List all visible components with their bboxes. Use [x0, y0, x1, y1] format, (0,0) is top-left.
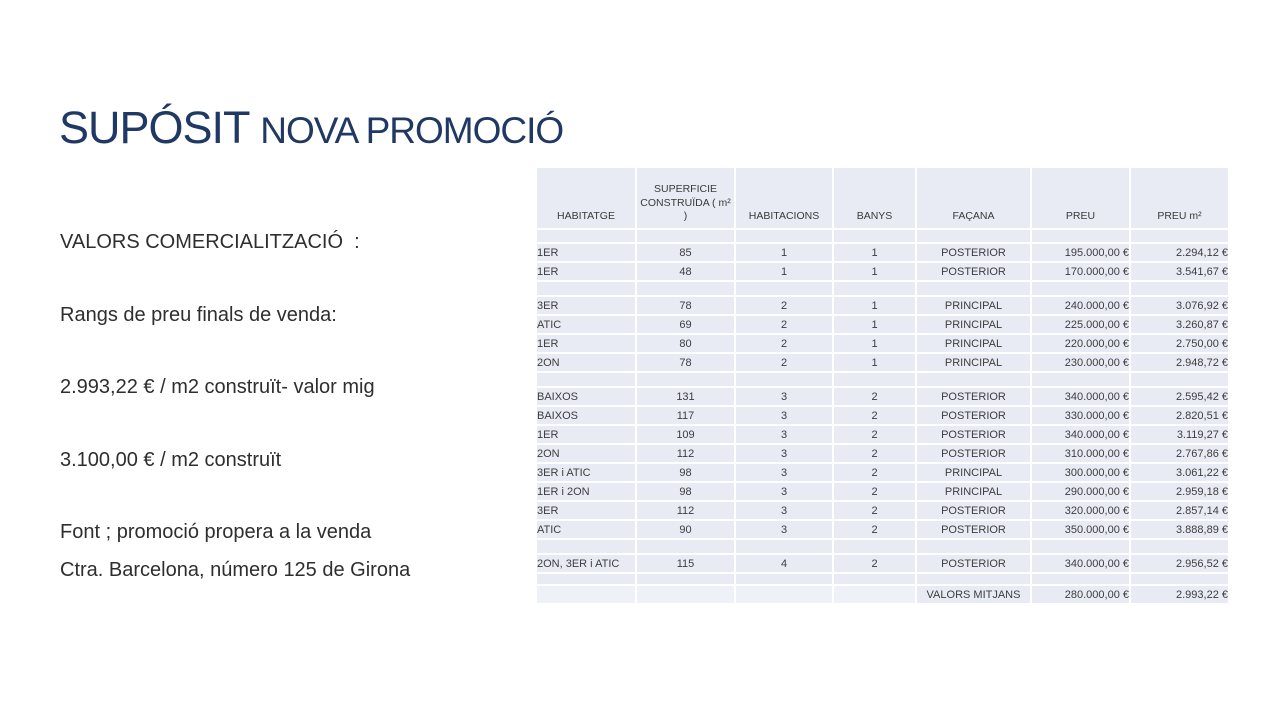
- table-row: [537, 297, 1228, 314]
- table-cell: 2: [736, 354, 832, 371]
- table-cell: 2.956,52 €: [1131, 555, 1228, 572]
- table-cell: 220.000,00 €: [1032, 335, 1129, 352]
- table-cell: 2.959,18 €: [1131, 483, 1228, 500]
- table-cell: 340.000,00 €: [1032, 426, 1129, 443]
- table-cell: 290.000,00 €: [1032, 483, 1129, 500]
- spacer-row: [537, 373, 1228, 386]
- table-cell: 2: [736, 297, 832, 314]
- column-header: SUPERFICIE CONSTRUÏDA ( m² ): [637, 168, 734, 228]
- body-line-valor-construit: 3.100,00 € / m2 construït: [60, 449, 282, 471]
- table-cell: [736, 574, 832, 584]
- table-cell: 90: [637, 521, 734, 538]
- table-cell: 2.820,51 €: [1131, 407, 1228, 424]
- table-cell: 3ER i ATIC: [537, 464, 635, 481]
- table-cell: 170.000,00 €: [1032, 263, 1129, 280]
- table-cell: 3: [736, 407, 832, 424]
- table-cell: 2: [834, 521, 915, 538]
- table-cell: 340.000,00 €: [1032, 388, 1129, 405]
- table-cell: PRINCIPAL: [917, 354, 1030, 371]
- table-row: [537, 464, 1228, 481]
- table-cell: 3ER: [537, 297, 635, 314]
- table-cell: [736, 540, 832, 553]
- table-cell: 78: [637, 354, 734, 371]
- table-cell: PRINCIPAL: [917, 483, 1030, 500]
- table-cell: POSTERIOR: [917, 555, 1030, 572]
- table-cell: 3.061,22 €: [1131, 464, 1228, 481]
- table-cell: 131: [637, 388, 734, 405]
- table-cell: [1032, 230, 1129, 242]
- table-cell: 2: [834, 388, 915, 405]
- table-cell: 3: [736, 502, 832, 519]
- body-line-valors-comercialitzacio: VALORS COMERCIALITZACIÓ :: [60, 231, 360, 253]
- table-cell: [917, 574, 1030, 584]
- table-cell: 2: [736, 335, 832, 352]
- table-cell: [637, 282, 734, 295]
- table-cell: 3: [736, 388, 832, 405]
- table-cell: 350.000,00 €: [1032, 521, 1129, 538]
- table-cell: 2ON: [537, 354, 635, 371]
- table-cell: [917, 540, 1030, 553]
- body-line-font: Font ; promoció propera a la venda: [60, 521, 372, 543]
- table-cell: 85: [637, 244, 734, 261]
- table-cell: 280.000,00 €: [1032, 586, 1129, 603]
- table-cell: 3: [736, 445, 832, 462]
- table-cell: 2: [736, 316, 832, 333]
- table-cell: [1032, 540, 1129, 553]
- table-cell: [1131, 540, 1228, 553]
- table-cell: 1ER: [537, 335, 635, 352]
- table-cell: 115: [637, 555, 734, 572]
- table-row: [537, 483, 1228, 500]
- table-cell: 330.000,00 €: [1032, 407, 1129, 424]
- table-cell: 3: [736, 464, 832, 481]
- table-cell: POSTERIOR: [917, 407, 1030, 424]
- table-cell: [1032, 373, 1129, 386]
- table-cell: 1: [834, 316, 915, 333]
- table-cell: PRINCIPAL: [917, 297, 1030, 314]
- table-cell: BAIXOS: [537, 388, 635, 405]
- header-row: [537, 168, 1228, 228]
- table-cell: [537, 282, 635, 295]
- table-row: [537, 502, 1228, 519]
- table-cell: 80: [637, 335, 734, 352]
- table-row: [537, 244, 1228, 261]
- column-header: HABITACIONS: [736, 168, 832, 228]
- table-cell: 3.541,67 €: [1131, 263, 1228, 280]
- table-cell: [537, 230, 635, 242]
- table-cell: 2.948,72 €: [1131, 354, 1228, 371]
- table-cell: 48: [637, 263, 734, 280]
- table-cell: [637, 540, 734, 553]
- table-cell: 2.767,86 €: [1131, 445, 1228, 462]
- table-cell: [1032, 282, 1129, 295]
- table-cell: [834, 373, 915, 386]
- table-cell: POSTERIOR: [917, 263, 1030, 280]
- spacer-row: [537, 540, 1228, 553]
- table-cell: POSTERIOR: [917, 445, 1030, 462]
- table-cell: 1ER: [537, 263, 635, 280]
- table-cell: 1: [834, 263, 915, 280]
- table-cell: 1: [834, 354, 915, 371]
- table-row: [537, 445, 1228, 462]
- table-cell: [917, 230, 1030, 242]
- table-row: [537, 388, 1228, 405]
- table-cell: PRINCIPAL: [917, 316, 1030, 333]
- table-cell: 1ER: [537, 244, 635, 261]
- table-cell: 2: [834, 502, 915, 519]
- table-cell: POSTERIOR: [917, 521, 1030, 538]
- table-cell: POSTERIOR: [917, 244, 1030, 261]
- table-row: [537, 555, 1228, 572]
- table-cell: VALORS MITJANS: [917, 586, 1030, 603]
- table-cell: [834, 574, 915, 584]
- table-cell: 2: [834, 483, 915, 500]
- table-cell: 3: [736, 426, 832, 443]
- column-header: HABITATGE: [537, 168, 635, 228]
- table-cell: 310.000,00 €: [1032, 445, 1129, 462]
- page-title-sub: NOVA PROMOCIÓ: [260, 110, 564, 151]
- table-cell: PRINCIPAL: [917, 335, 1030, 352]
- table-cell: 340.000,00 €: [1032, 555, 1129, 572]
- table-cell: 2.595,42 €: [1131, 388, 1228, 405]
- table-cell: 3: [736, 483, 832, 500]
- table-cell: 2: [834, 555, 915, 572]
- table-cell: 2: [834, 445, 915, 462]
- column-header: PREU m²: [1131, 168, 1228, 228]
- property-table-head: [537, 168, 1228, 228]
- table-cell: BAIXOS: [537, 407, 635, 424]
- table-cell: 2.993,22 €: [1131, 586, 1228, 603]
- table-row: [537, 335, 1228, 352]
- table-cell: [834, 230, 915, 242]
- table-cell: 2.857,14 €: [1131, 502, 1228, 519]
- table-cell: [736, 373, 832, 386]
- table-cell: 4: [736, 555, 832, 572]
- table-cell: [1131, 574, 1228, 584]
- spacer-row: [537, 574, 1228, 584]
- table-cell: [637, 373, 734, 386]
- table-cell: 2: [834, 426, 915, 443]
- table-cell: 1: [834, 244, 915, 261]
- table-cell: POSTERIOR: [917, 426, 1030, 443]
- table-cell: 78: [637, 297, 734, 314]
- table-cell: [834, 540, 915, 553]
- table-cell: [1131, 282, 1228, 295]
- table-cell: [637, 574, 734, 584]
- table-row: [537, 407, 1228, 424]
- table-cell: 2ON, 3ER i ATIC: [537, 555, 635, 572]
- table-cell: [1131, 373, 1228, 386]
- table-cell: [834, 282, 915, 295]
- table-cell: [917, 373, 1030, 386]
- body-line-adreca: Ctra. Barcelona, número 125 de Girona: [60, 559, 411, 581]
- table-cell: 98: [637, 483, 734, 500]
- table-cell: 2.750,00 €: [1131, 335, 1228, 352]
- table-cell: 112: [637, 502, 734, 519]
- spacer-row: [537, 230, 1228, 242]
- table-cell: [537, 586, 635, 603]
- table-cell: 1: [736, 244, 832, 261]
- body-line-rangs-de-preu: Rangs de preu finals de venda:: [60, 304, 337, 326]
- table-cell: [637, 230, 734, 242]
- table-cell: 109: [637, 426, 734, 443]
- table-cell: [736, 282, 832, 295]
- table-cell: 300.000,00 €: [1032, 464, 1129, 481]
- table-row: [537, 263, 1228, 280]
- table-cell: 3.076,92 €: [1131, 297, 1228, 314]
- table-cell: 69: [637, 316, 734, 333]
- table-row: [537, 316, 1228, 333]
- column-header: BANYS: [834, 168, 915, 228]
- table-cell: [736, 230, 832, 242]
- table-cell: 117: [637, 407, 734, 424]
- table-cell: [537, 574, 635, 584]
- table-cell: 1ER: [537, 426, 635, 443]
- table-cell: ATIC: [537, 316, 635, 333]
- column-header: PREU: [1032, 168, 1129, 228]
- table-cell: POSTERIOR: [917, 502, 1030, 519]
- table-row: [537, 521, 1228, 538]
- table-cell: 2ON: [537, 445, 635, 462]
- table-row: [537, 354, 1228, 371]
- summary-row: [537, 586, 1228, 603]
- table-cell: 3: [736, 521, 832, 538]
- table-cell: 1: [834, 335, 915, 352]
- property-table-body: [537, 230, 1228, 603]
- spacer-row: [537, 282, 1228, 295]
- table-cell: 3.260,87 €: [1131, 316, 1228, 333]
- table-cell: 225.000,00 €: [1032, 316, 1129, 333]
- column-header: FAÇANA: [917, 168, 1030, 228]
- table-cell: [736, 586, 832, 603]
- table-cell: 1: [736, 263, 832, 280]
- table-cell: 112: [637, 445, 734, 462]
- table-cell: [834, 586, 915, 603]
- table-cell: [1032, 574, 1129, 584]
- table-cell: PRINCIPAL: [917, 464, 1030, 481]
- table-cell: 98: [637, 464, 734, 481]
- table-cell: 3.888,89 €: [1131, 521, 1228, 538]
- table-cell: 2: [834, 407, 915, 424]
- property-table: [535, 166, 1230, 605]
- table-cell: [637, 586, 734, 603]
- page-title-main: SUPÓSIT: [59, 102, 261, 153]
- body-line-valor-mig: 2.993,22 € / m2 construït- valor mig: [60, 376, 375, 398]
- table-cell: 240.000,00 €: [1032, 297, 1129, 314]
- table-cell: POSTERIOR: [917, 388, 1030, 405]
- table-cell: [537, 540, 635, 553]
- table-cell: 2.294,12 €: [1131, 244, 1228, 261]
- table-cell: 195.000,00 €: [1032, 244, 1129, 261]
- table-cell: 1ER i 2ON: [537, 483, 635, 500]
- table-cell: [537, 373, 635, 386]
- table-cell: 3ER: [537, 502, 635, 519]
- table-cell: ATIC: [537, 521, 635, 538]
- table-cell: 2: [834, 464, 915, 481]
- table-cell: 320.000,00 €: [1032, 502, 1129, 519]
- table-cell: 3.119,27 €: [1131, 426, 1228, 443]
- table-cell: [917, 282, 1030, 295]
- page-title: [59, 103, 563, 153]
- table-cell: 230.000,00 €: [1032, 354, 1129, 371]
- table-row: [537, 426, 1228, 443]
- table-cell: [1131, 230, 1228, 242]
- table-cell: 1: [834, 297, 915, 314]
